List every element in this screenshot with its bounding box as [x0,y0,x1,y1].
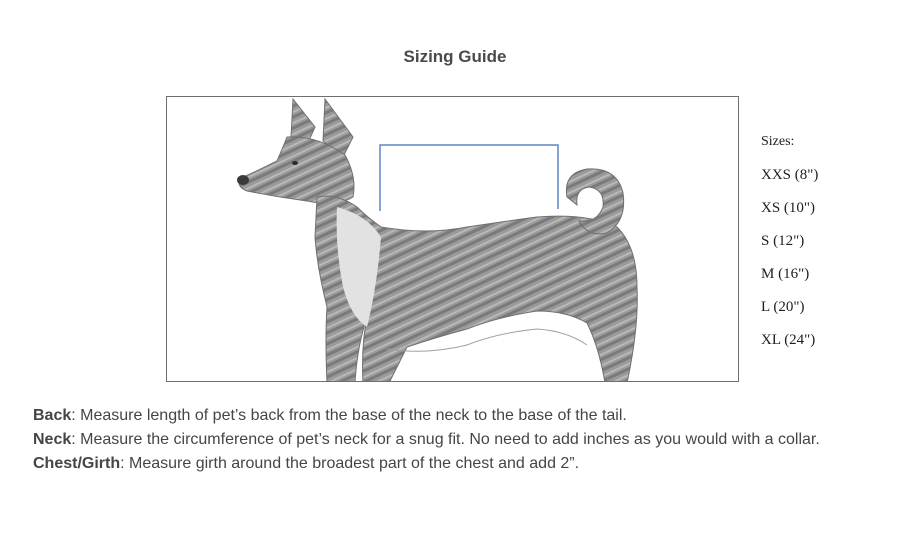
dog-eye [292,161,298,165]
note-text: : Measure length of pet’s back from the base of the neck to the base of the tail. [71,407,627,424]
note-term: Neck [33,431,72,448]
note-neck [33,430,820,454]
note-text: : Measure girth around the broadest part of the chest and add 2”. [120,455,580,472]
size-item-xl: XL (24") [761,332,816,348]
sizes-heading: Sizes: [761,134,795,149]
page-title: Sizing Guide [403,47,507,66]
note-back [33,406,820,430]
sizes-list [761,132,818,363]
note-term: Chest/Girth [33,455,121,472]
dog-illustration [167,97,739,382]
note-term: Back [33,407,72,424]
dog-silhouette [237,99,637,382]
note-text: : Measure the circumference of pet’s neck for a snug fit. No need to add inches as you would with a collar. [71,431,820,448]
size-item-s: S (12") [761,233,805,249]
dog-nose [237,175,249,185]
measurement-notes [33,406,820,478]
size-item-m: M (16") [761,266,810,282]
dog-diagram [166,96,739,382]
note-chest-girth [33,454,820,478]
size-item-xxs: XXS (8") [761,167,819,183]
size-item-l: L (20") [761,299,805,315]
back-measure-line [380,145,558,211]
size-item-xs: XS (10") [761,200,816,216]
